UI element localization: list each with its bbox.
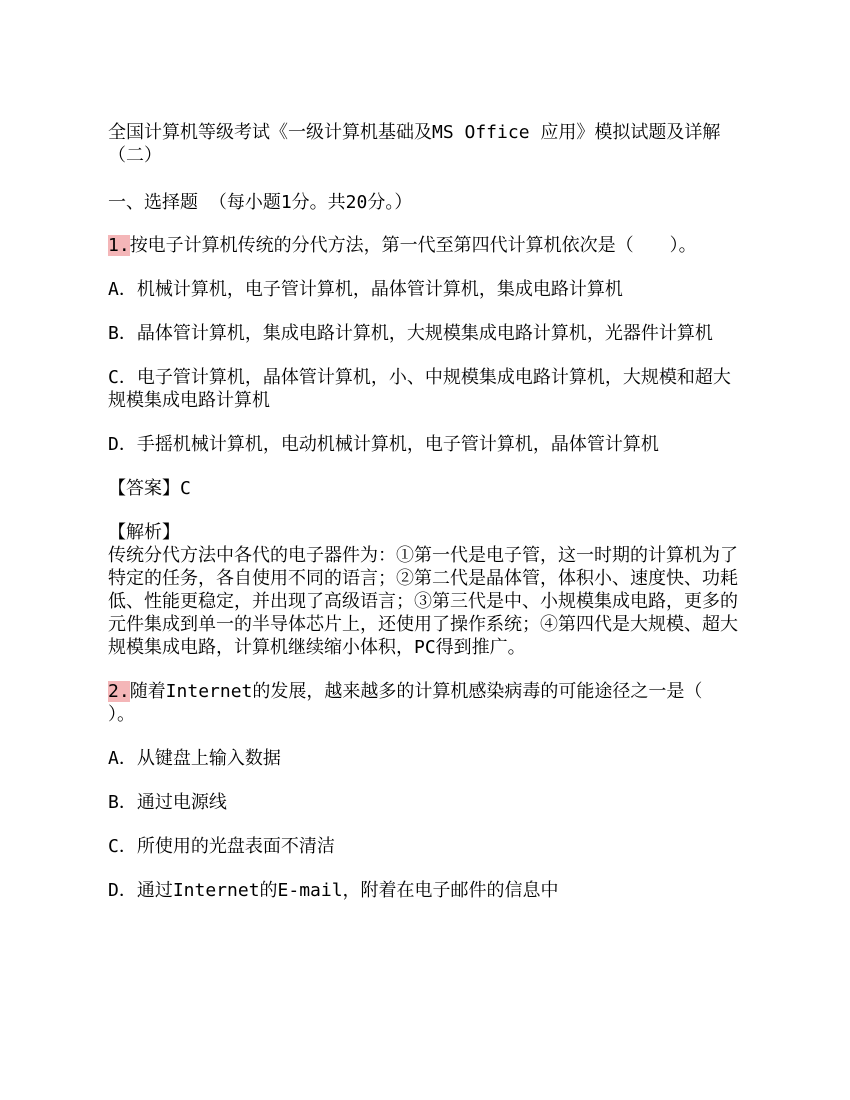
analysis xyxy=(108,521,740,659)
analysis-text: 传统分代方法中各代的电子器件为：①第一代是电子管，这一时期的计算机为了特定的任务，各自使用不同的语言；②第二代是晶体管，体积小、速度快、功耗低、性能更稳定，并出现了高级语言；③第三代是中、小规模集成电路，更多的元件集成到单一的半导体芯片上，还使用了操作系统；④第四代是大规模、超大规模集成电路，计算机继续缩小体积，PC得到推广。 xyxy=(108,545,738,658)
option-d: D．手摇机械计算机，电动机械计算机，电子管计算机，晶体管计算机 xyxy=(108,434,659,455)
option-b: B．晶体管计算机，集成电路计算机，大规模集成电路计算机，光器件计算机 xyxy=(108,323,713,344)
option-c: C．所使用的光盘表面不清洁 xyxy=(108,836,335,857)
question-number: 1. xyxy=(108,235,130,256)
question-number: 2. xyxy=(108,681,130,702)
question-stem xyxy=(108,234,740,257)
option-b: B．通过电源线 xyxy=(108,792,227,813)
option-a: A．机械计算机，电子管计算机，晶体管计算机，集成电路计算机 xyxy=(108,279,623,300)
option-c: C．电子管计算机，晶体管计算机，小、中规模集成电路计算机，大规模和超大规模集成电路计算机 xyxy=(108,367,731,411)
document-title: 全国计算机等级考试《一级计算机基础及MS Office 应用》模拟试题及详解（二） xyxy=(108,122,721,166)
question-text: 随着Internet的发展，越来越多的计算机感染病毒的可能途径之一是（ ）。 xyxy=(108,681,739,725)
question-stem xyxy=(108,680,740,726)
question-text: 按电子计算机传统的分代方法，第一代至第四代计算机依次是（ ）。 xyxy=(129,235,697,256)
analysis-label: 【解析】 xyxy=(108,522,180,543)
question-2 xyxy=(108,680,740,902)
question-1 xyxy=(108,234,740,659)
option-a: A．从键盘上输入数据 xyxy=(108,748,281,769)
document-page xyxy=(108,121,740,923)
option-d: D．通过Internet的E-mail，附着在电子邮件的信息中 xyxy=(108,880,559,901)
answer: 【答案】C xyxy=(108,478,191,499)
section-heading: 一、选择题 （每小题1分。共20分。） xyxy=(108,192,413,213)
